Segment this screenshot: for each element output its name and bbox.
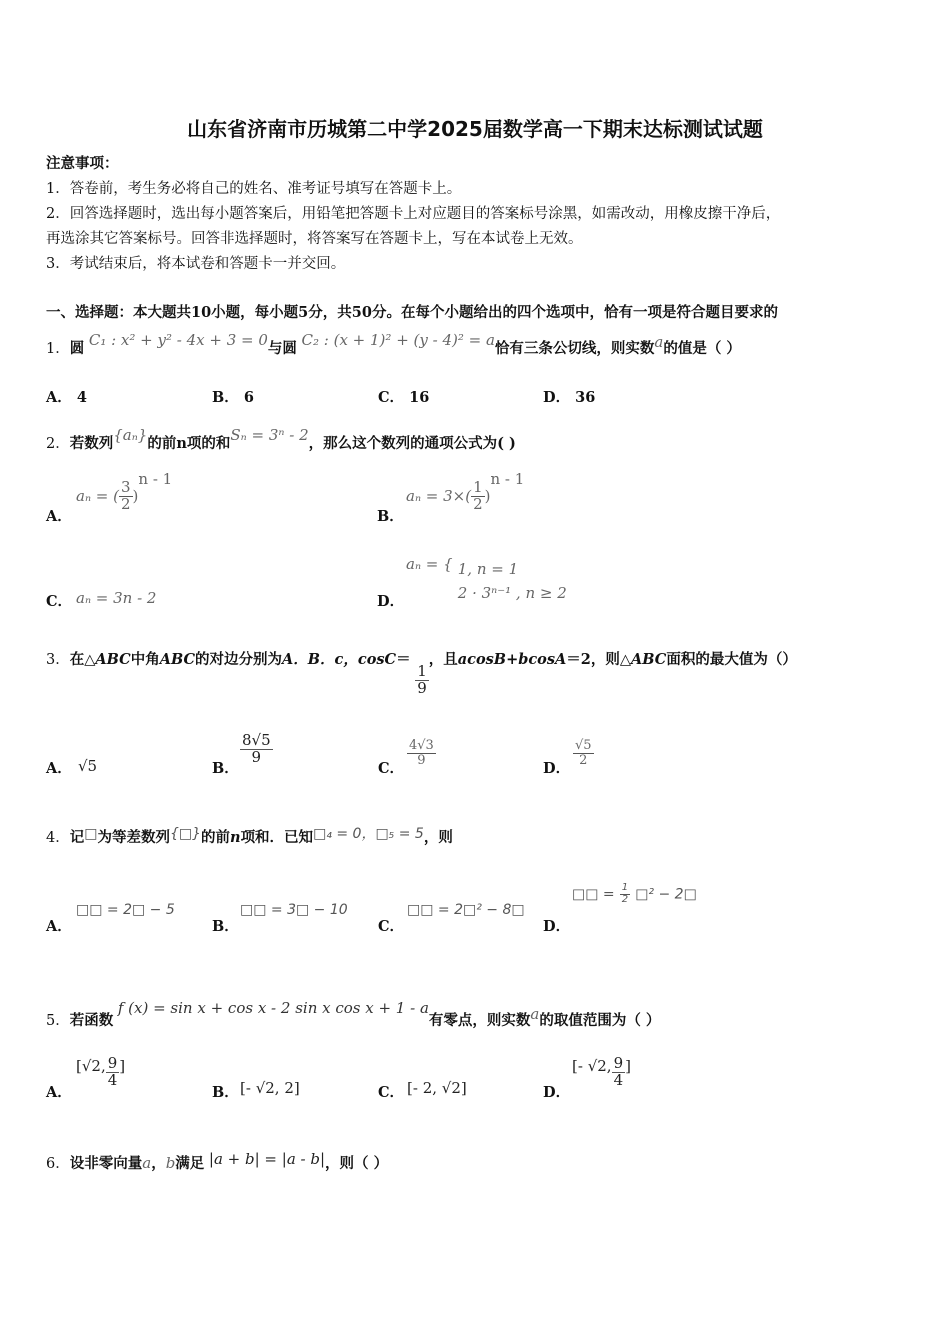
option-b[interactable]: B．	[212, 1084, 239, 1101]
question-number: 1．	[46, 341, 70, 357]
question-1: 1．圆 C₁ : x² + y² - 4x + 3 = 0与圆 C₂ : (x + 1)² + (y - 4)² = a恰有三条公切线，则实数a的值是（ ）	[46, 331, 741, 357]
option-c[interactable]: C．	[378, 760, 405, 777]
sequence: {aₙ}	[113, 426, 148, 444]
option-c[interactable]: C． 16	[378, 389, 430, 406]
option-b-formula: □□ = 3□ − 10	[240, 902, 348, 918]
function-expression: f (x) = sin x + cos x - 2 sin x cos x + 1 - a	[117, 999, 429, 1017]
question-4: 4．记□为等差数列{□}的前n项和．已知□₄ = 0，□₅ = 5，则	[46, 826, 453, 846]
option-d-formula: $\frac{√5}{2}$	[575, 738, 592, 768]
option-b[interactable]: B． 6	[212, 389, 254, 406]
option-a[interactable]: A．	[46, 1084, 72, 1101]
option-d[interactable]: D． 36	[543, 389, 596, 406]
option-a[interactable]: A． 4	[46, 389, 87, 406]
option-b-formula: $\frac{8√5}{9}$	[242, 731, 271, 766]
option-c[interactable]: C．	[378, 1084, 405, 1101]
vector-condition: |a + b| = |a - b|	[208, 1150, 326, 1168]
option-d[interactable]: D．	[543, 918, 571, 935]
option-b[interactable]: B．	[212, 918, 239, 935]
option-a[interactable]: A．	[46, 760, 72, 777]
notice-heading: 注意事项：	[46, 155, 119, 172]
question-number: 5．	[46, 1013, 70, 1029]
option-b-formula: [- √2, 2]	[240, 1079, 300, 1097]
question-number: 2．	[46, 436, 70, 452]
question-6: 6．设非零向量a，b满足 |a + b| = |a - b|，则（ ）	[46, 1150, 389, 1172]
option-d-formula: [- √2, $\frac{9}{4}$ ]	[572, 1054, 631, 1089]
option-b-formula: aₙ = 3×( $\frac{1}{2}$ )$^{n - 1}$	[406, 470, 525, 513]
option-d-formula: □□ = $\frac{1}{2}$ □² − 2□	[572, 882, 697, 905]
option-c[interactable]: C．	[46, 593, 73, 610]
section-heading: 一、选择题：本大题共10小题，每小题5分，共50分。在每个小题给出的四个选项中，恰有一项是符合题目要求的	[46, 304, 778, 321]
option-c-formula: $\frac{4√3}{9}$	[409, 738, 434, 768]
notice-item: 再选涂其它答案标号。回答非选择题时，将答案写在答题卡上，写在本试卷上无效。	[46, 231, 583, 247]
option-c-formula: [- 2, √2]	[407, 1079, 467, 1097]
question-number: 6．	[46, 1156, 70, 1172]
question-number: 3．	[46, 652, 70, 668]
notice-item: 3．考试结束后，将本试卷和答题卡一并交回。	[46, 256, 346, 272]
option-c-formula: aₙ = 3n - 2	[76, 589, 157, 607]
option-a[interactable]: A．	[46, 508, 72, 525]
option-b[interactable]: B．	[212, 760, 239, 777]
option-c[interactable]: C．	[378, 918, 405, 935]
notice-item: 1．答卷前，考生务必将自己的姓名、准考证号填写在答题卡上。	[46, 181, 462, 197]
option-a-formula: √5	[78, 757, 98, 775]
question-3: 3．在△ABC中角ABC的对边分别为A．B．c，cosC＝ $\frac{1}{9}$ ，且acosB+bcosA＝2，则△ABC面积的最大值为（）	[46, 651, 797, 697]
option-a-formula: □□ = 2□ − 5	[76, 902, 175, 918]
option-a-formula: aₙ = ( $\frac{3}{2}$ )$^{n - 1}$	[76, 470, 173, 513]
option-b[interactable]: B．	[377, 508, 404, 525]
option-d[interactable]: D．	[543, 760, 571, 777]
option-a-formula: [√2, $\frac{9}{4}$ ]	[76, 1054, 126, 1089]
option-a[interactable]: A．	[46, 918, 72, 935]
option-c-formula: □□ = 2□² − 8□	[407, 902, 525, 918]
option-d-formula: aₙ = { 1, n = 1 2 · 3ⁿ⁻¹ , n ≥ 2	[406, 555, 567, 602]
question-number: 4．	[46, 830, 70, 846]
option-d[interactable]: D．	[543, 1084, 571, 1101]
exam-title: 山东省济南市历城第二中学2025届数学高一下期末达标测试试题	[187, 117, 763, 141]
option-d[interactable]: D．	[377, 593, 405, 610]
sum-formula: Sₙ = 3ⁿ - 2	[230, 426, 309, 444]
circle-c2-equation: C₂ : (x + 1)² + (y - 4)² = a	[301, 331, 495, 349]
notice-item: 2．回答选择题时，选出每小题答案后，用铅笔把答题卡上对应题目的答案标号涂黑，如需改动，用橡皮擦干净后，	[46, 206, 781, 222]
question-2: 2．若数列{aₙ}的前n项的和Sₙ = 3ⁿ - 2，那么这个数列的通项公式为( )	[46, 426, 516, 452]
circle-c1-equation: C₁ : x² + y² - 4x + 3 = 0	[88, 331, 268, 349]
question-5: 5．若函数 f (x) = sin x + cos x - 2 sin x cos x + 1 - a有零点，则实数a的取值范围为（ ）	[46, 999, 661, 1029]
